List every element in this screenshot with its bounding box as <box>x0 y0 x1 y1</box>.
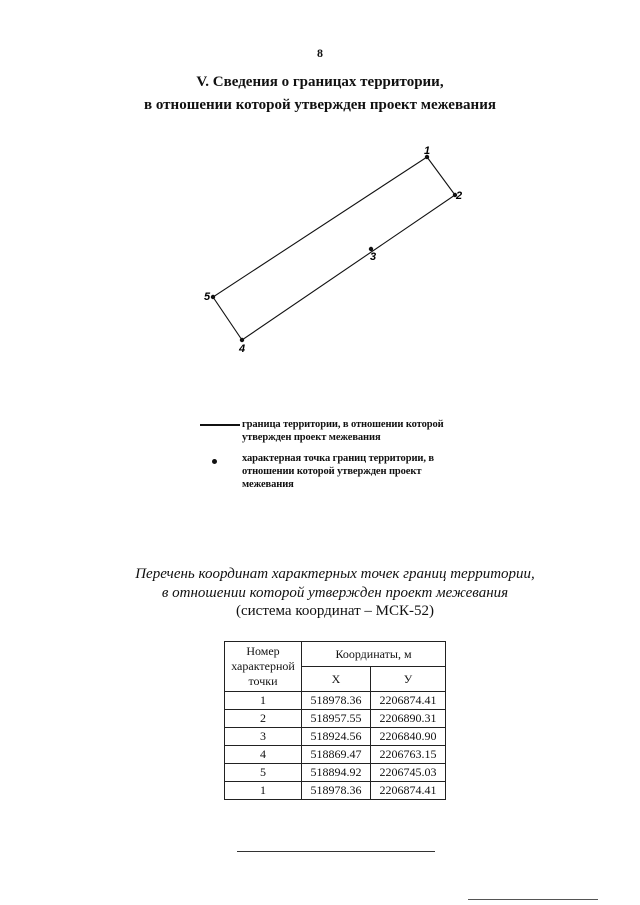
table-row <box>225 782 446 800</box>
cell-x: 518957.55 <box>302 710 371 728</box>
section-heading-line-1: V. Сведения о границах территории, <box>196 74 444 90</box>
point-label-2: 2 <box>456 190 463 202</box>
coordinates-table <box>224 641 446 800</box>
legend-point-symbol <box>212 459 217 464</box>
cell-point-number: 5 <box>225 764 302 782</box>
header-point-number: Номер характерной точки <box>225 642 302 692</box>
point-label-5: 5 <box>204 291 211 303</box>
table-row <box>225 692 446 710</box>
cell-y: 2206874.41 <box>371 692 446 710</box>
legend-boundary-line-label: граница территории, в отношении которой утвержден проект межевания <box>242 419 444 443</box>
table-caption-line-1: Перечень координат характерных точек границ территории, <box>135 566 535 582</box>
point-label-4: 4 <box>239 343 246 355</box>
header-y: У <box>371 667 446 692</box>
boundary-point-4 <box>240 338 244 342</box>
header-x: Х <box>302 667 371 692</box>
cell-y: 2206840.90 <box>371 728 446 746</box>
cell-point-number: 4 <box>225 746 302 764</box>
table-header-row <box>225 642 446 667</box>
boundary-point-5 <box>211 295 215 299</box>
legend-point-label: характерная точка границ территории, в отношении которой утвержден проект межевания <box>242 453 434 490</box>
cell-point-number: 1 <box>225 782 302 800</box>
cell-point-number: 2 <box>225 710 302 728</box>
table-caption-coordinate-system: (система координат – МСК-52) <box>235 603 435 619</box>
table-row <box>225 728 446 746</box>
point-label-3: 3 <box>370 251 377 263</box>
header-coordinates: Координаты, м <box>302 642 446 667</box>
point-label-1: 1 <box>424 145 431 157</box>
cell-point-number: 3 <box>225 728 302 746</box>
cell-x: 518978.36 <box>302 782 371 800</box>
cell-y: 2206763.15 <box>371 746 446 764</box>
cell-y: 2206745.03 <box>371 764 446 782</box>
bottom-rule <box>468 899 598 900</box>
legend-boundary-line-symbol <box>200 424 240 426</box>
cell-x: 518869.47 <box>302 746 371 764</box>
cell-x: 518924.56 <box>302 728 371 746</box>
cell-point-number: 1 <box>225 692 302 710</box>
cell-y: 2206890.31 <box>371 710 446 728</box>
table-row <box>225 746 446 764</box>
cell-x: 518894.92 <box>302 764 371 782</box>
table-row <box>225 710 446 728</box>
section-heading-line-2: в отношении которой утвержден проект межевания <box>144 97 496 113</box>
cell-x: 518978.36 <box>302 692 371 710</box>
cell-y: 2206874.41 <box>371 782 446 800</box>
table-caption-line-2: в отношении которой утвержден проект межевания <box>161 585 509 601</box>
table-row <box>225 764 446 782</box>
page-number: 8 <box>317 46 323 60</box>
boundary-diagram <box>0 0 640 420</box>
signature-line <box>237 851 435 852</box>
territory-boundary <box>213 157 455 340</box>
